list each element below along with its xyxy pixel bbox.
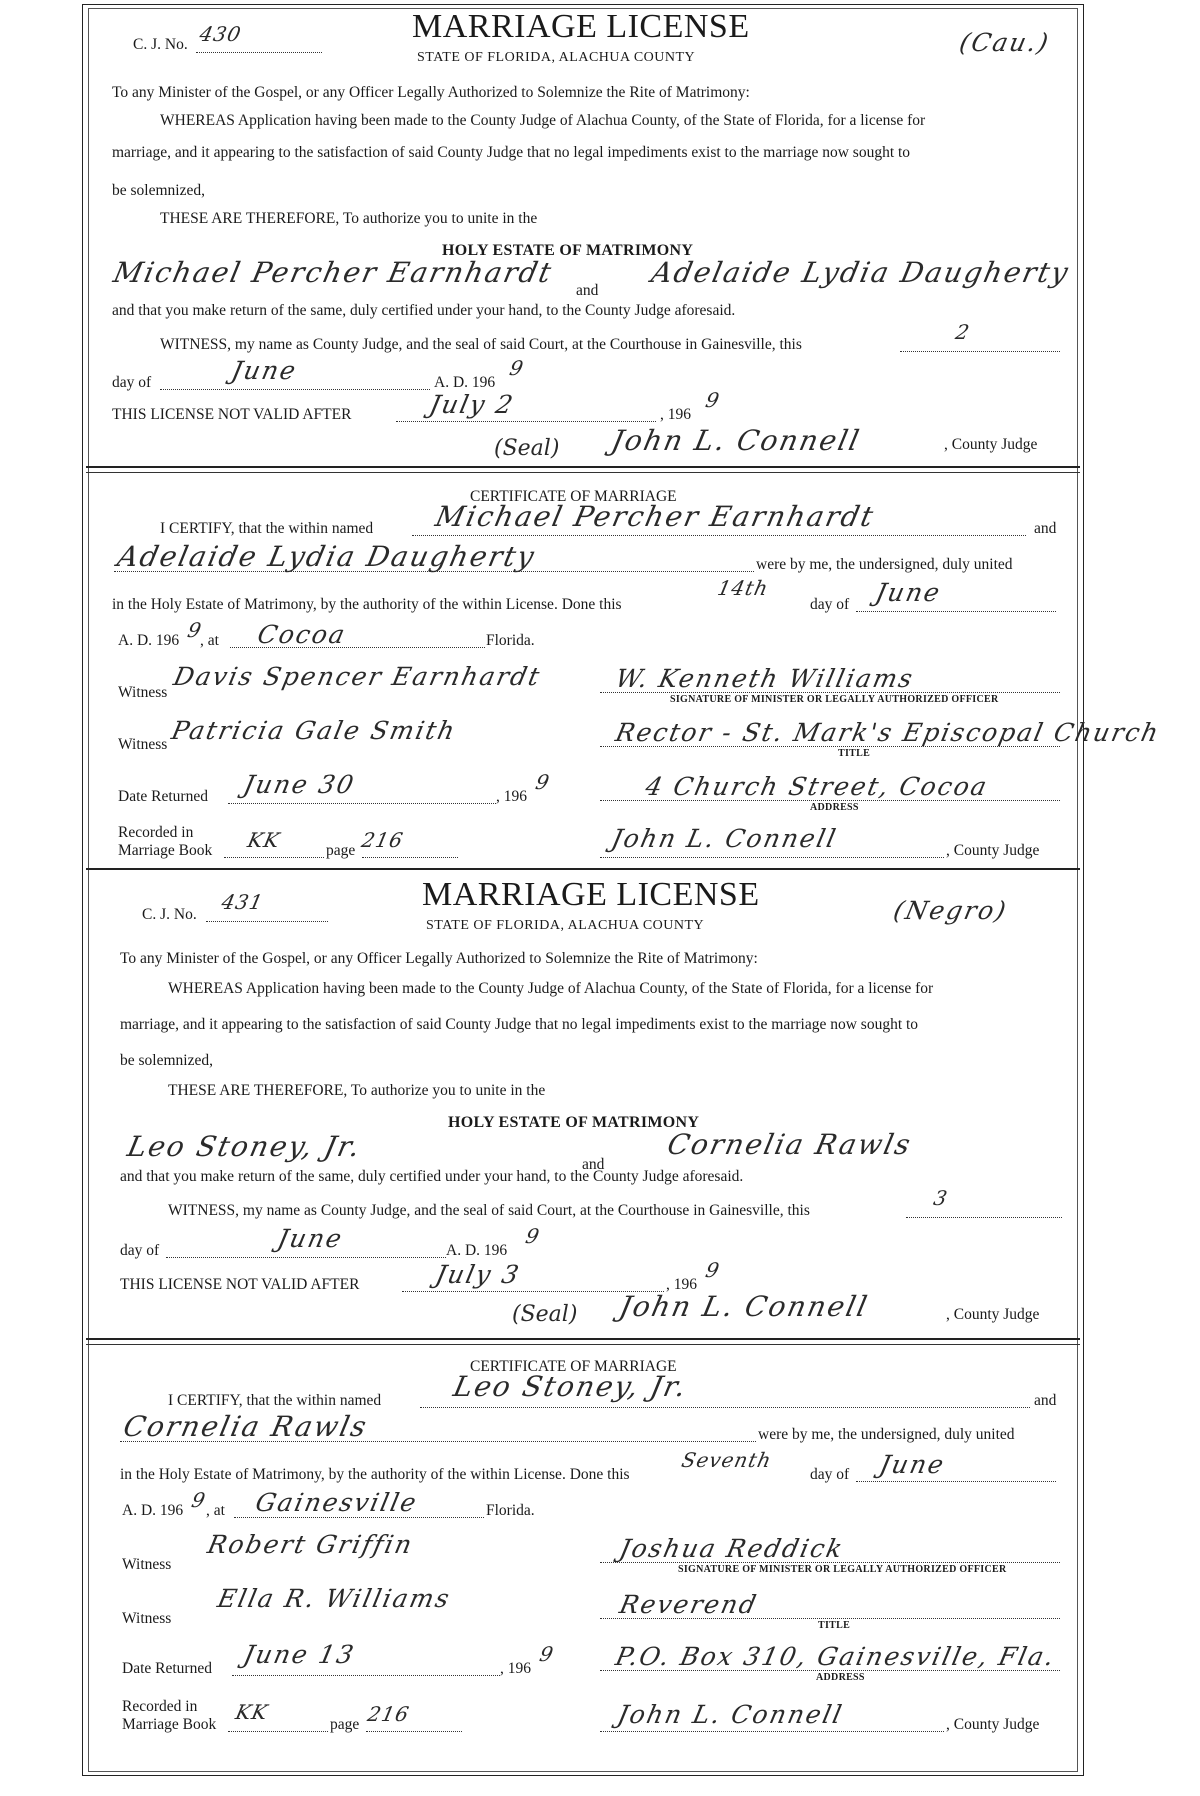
section-divider [86, 466, 1080, 468]
license-title: MARRIAGE LICENSE [412, 8, 750, 45]
were-by-me-label: were by me, the undersigned, duly united [756, 556, 1013, 573]
county-judge-label: , County Judge [944, 436, 1038, 453]
whereas-line-2: marriage, and it appearing to the satisfaction of said County Judge that no legal impediments exist to the marriage now sought to [112, 144, 911, 161]
judge-signature: John L. Connell [608, 424, 864, 457]
cj-no-label: C. J. No. [133, 36, 188, 53]
return-line: and that you make return of the same, duly certified under your hand, to the County Judge aforesaid. [120, 1168, 744, 1185]
book-page: 216 [365, 1702, 412, 1726]
and-label: and [582, 1156, 605, 1173]
address-line: To any Minister of the Gospel, or any Officer Legally Authorized to Solemnize the Rite of Matrimony: [112, 84, 750, 101]
florida-label: Florida. [486, 632, 535, 649]
marriage-book-label: Marriage Book [122, 1716, 217, 1733]
officer-title: Rector - St. Mark's Episcopal Church [612, 718, 1163, 747]
license-year: 9 [507, 356, 527, 380]
recorded-in-label: Recorded in [122, 1698, 198, 1715]
day-of-label: day of [112, 374, 152, 391]
witness-1-label: Witness [118, 684, 168, 701]
county-judge-label: , County Judge [946, 1716, 1040, 1733]
day-of-cert-label: day of [810, 1466, 850, 1483]
witness-line: WITNESS, my name as County Judge, and the seal of said Court, at the Courthouse in Gainesville, this [160, 336, 802, 353]
holy-estate-line: in the Holy Estate of Matrimony, by the authority of the within License. Done this [112, 596, 622, 613]
not-valid-date: July 3 [432, 1260, 524, 1289]
ad-at-label: A. D. 196 [122, 1502, 184, 1519]
holy-estate-heading: HOLY ESTATE OF MATRIMONY [442, 242, 694, 259]
done-month: June [872, 578, 945, 607]
recorder-signature: John L. Connell [608, 824, 840, 853]
witness-1-name: Robert Griffin [204, 1530, 417, 1559]
done-day: Seventh [679, 1448, 775, 1472]
signature-caption: SIGNATURE OF MINISTER OR LEGALLY AUTHORIZED OFFICER [670, 694, 999, 705]
address-caption: ADDRESS [816, 1672, 865, 1683]
whereas-line-2: marriage, and it appearing to the satisfaction of said County Judge that no legal impediments exist to the marriage now sought to [120, 1016, 919, 1033]
bride-name: Adelaide Lydia Daugherty [648, 256, 1073, 289]
not-valid-year-label: , 196 [660, 406, 691, 423]
marriage-place: Gainesville [252, 1488, 421, 1517]
cert-and-label: and [1034, 520, 1057, 537]
county-judge-label: , County Judge [946, 842, 1040, 859]
day-of-cert-label: day of [810, 596, 850, 613]
holy-estate-heading: HOLY ESTATE OF MATRIMONY [448, 1114, 700, 1131]
day-of-label: day of [120, 1242, 160, 1259]
address-caption: ADDRESS [810, 802, 859, 813]
officer-signature: W. Kenneth Williams [612, 664, 917, 693]
certificate-title: CERTIFICATE OF MARRIAGE [470, 488, 677, 505]
witness-2-label: Witness [122, 1610, 172, 1627]
officer-address: 4 Church Street, Cocoa [642, 772, 992, 801]
done-day: 14th [715, 576, 771, 600]
were-by-me-label: were by me, the undersigned, duly united [758, 1426, 1015, 1443]
and-label: and [576, 282, 599, 299]
book-value: KK [245, 828, 283, 852]
witness-2-name: Ella R. Williams [214, 1584, 454, 1613]
done-year: 9 [189, 1488, 209, 1512]
cert-bride-name: Cornelia Rawls [120, 1410, 371, 1443]
date-returned-label: Date Returned [122, 1660, 212, 1677]
whereas-line-3: be solemnized, [112, 182, 205, 199]
groom-name: Leo Stoney, Jr. [124, 1130, 365, 1163]
cert-bride-name: Adelaide Lydia Daugherty [114, 540, 539, 573]
officer-address: P.O. Box 310, Gainesville, Fla. [612, 1642, 1059, 1671]
license-divider [86, 868, 1080, 870]
return-line: and that you make return of the same, duly certified under your hand, to the County Judge aforesaid. [112, 302, 736, 319]
not-valid-year: 9 [703, 388, 723, 412]
whereas-line-1: WHEREAS Application having been made to the County Judge of Alachua County, of the State of Florida, for a license for [160, 112, 926, 129]
address-line: To any Minister of the Gospel, or any Officer Legally Authorized to Solemnize the Rite of Matrimony: [120, 950, 758, 967]
witness-1-name: Davis Spencer Earnhardt [170, 662, 544, 691]
cj-no-value: 431 [219, 890, 266, 914]
marriage-book-label: Marriage Book [118, 842, 213, 859]
bride-name: Cornelia Rawls [664, 1128, 915, 1161]
not-valid-year-label: , 196 [666, 1276, 697, 1293]
margin-note: (Cau.) [956, 28, 1053, 57]
returned-year-label: , 196 [500, 1660, 531, 1677]
not-valid-date: July 2 [426, 390, 518, 419]
book-value: KK [233, 1700, 271, 1724]
i-certify-label: I CERTIFY, that the within named [160, 520, 374, 537]
therefore-line: THESE ARE THEREFORE, To authorize you to unite in the [160, 210, 538, 227]
seal-mark: (Seal) [512, 1302, 578, 1327]
cert-groom-name: Leo Stoney, Jr. [450, 1370, 691, 1403]
officer-signature: Joshua Reddick [616, 1534, 847, 1563]
title-caption: TITLE [818, 1620, 851, 1631]
whereas-line-1: WHEREAS Application having been made to the County Judge of Alachua County, of the State of Florida, for a license for [168, 980, 934, 997]
license-title: MARRIAGE LICENSE [422, 876, 760, 913]
recorded-in-label: Recorded in [118, 824, 194, 841]
returned-year-label: , 196 [496, 788, 527, 805]
done-month: June [876, 1450, 949, 1479]
done-year: 9 [185, 618, 205, 642]
florida-label: Florida. [486, 1502, 535, 1519]
section-divider [86, 1338, 1080, 1340]
at-label: , at [200, 632, 219, 649]
page-label: page [326, 842, 356, 859]
cert-groom-name: Michael Percher Earnhardt [432, 500, 878, 533]
witness-day: 2 [953, 320, 973, 344]
returned-year: 9 [533, 770, 553, 794]
witness-1-label: Witness [122, 1556, 172, 1573]
section-divider [86, 472, 1080, 473]
judge-signature: John L. Connell [616, 1290, 872, 1323]
returned-date: June 13 [240, 1640, 358, 1669]
margin-note: (Negro) [890, 896, 1011, 925]
seal-mark: (Seal) [494, 436, 560, 461]
witness-2-label: Witness [118, 736, 168, 753]
witness-day: 3 [931, 1186, 951, 1210]
license-subtitle: STATE OF FLORIDA, ALACHUA COUNTY [426, 918, 705, 933]
day-month: June [228, 356, 301, 385]
ad-at-label: A. D. 196 [118, 632, 180, 649]
not-valid-label: THIS LICENSE NOT VALID AFTER [112, 406, 352, 423]
returned-year: 9 [537, 1642, 557, 1666]
not-valid-label: THIS LICENSE NOT VALID AFTER [120, 1276, 360, 1293]
book-page: 216 [359, 828, 406, 852]
title-caption: TITLE [838, 748, 871, 759]
signature-caption: SIGNATURE OF MINISTER OR LEGALLY AUTHORIZED OFFICER [678, 1564, 1007, 1575]
marriage-place: Cocoa [254, 620, 350, 649]
certificate-title: CERTIFICATE OF MARRIAGE [470, 1358, 677, 1375]
license-year: 9 [523, 1224, 543, 1248]
section-divider [86, 1344, 1080, 1345]
cj-no-label: C. J. No. [142, 906, 197, 923]
page-label: page [330, 1716, 360, 1733]
witness-2-name: Patricia Gale Smith [168, 716, 460, 745]
whereas-line-3: be solemnized, [120, 1052, 213, 1069]
at-label: , at [206, 1502, 225, 1519]
officer-title: Reverend [616, 1590, 761, 1619]
groom-name: Michael Percher Earnhardt [110, 256, 556, 289]
therefore-line: THESE ARE THEREFORE, To authorize you to unite in the [168, 1082, 546, 1099]
cert-and-label: and [1034, 1392, 1057, 1409]
license-subtitle: STATE OF FLORIDA, ALACHUA COUNTY [417, 50, 696, 65]
ad-label: A. D. 196 [434, 374, 496, 391]
not-valid-year: 9 [703, 1258, 723, 1282]
holy-estate-line: in the Holy Estate of Matrimony, by the authority of the within License. Done this [120, 1466, 630, 1483]
i-certify-label: I CERTIFY, that the within named [168, 1392, 382, 1409]
recorder-signature: John L. Connell [614, 1700, 846, 1729]
returned-date: June 30 [240, 770, 358, 799]
witness-line: WITNESS, my name as County Judge, and the seal of said Court, at the Courthouse in Gainesville, this [168, 1202, 810, 1219]
county-judge-label: , County Judge [946, 1306, 1040, 1323]
date-returned-label: Date Returned [118, 788, 208, 805]
day-month: June [274, 1224, 347, 1253]
ad-label: A. D. 196 [446, 1242, 508, 1259]
cj-no-value: 430 [197, 22, 244, 46]
